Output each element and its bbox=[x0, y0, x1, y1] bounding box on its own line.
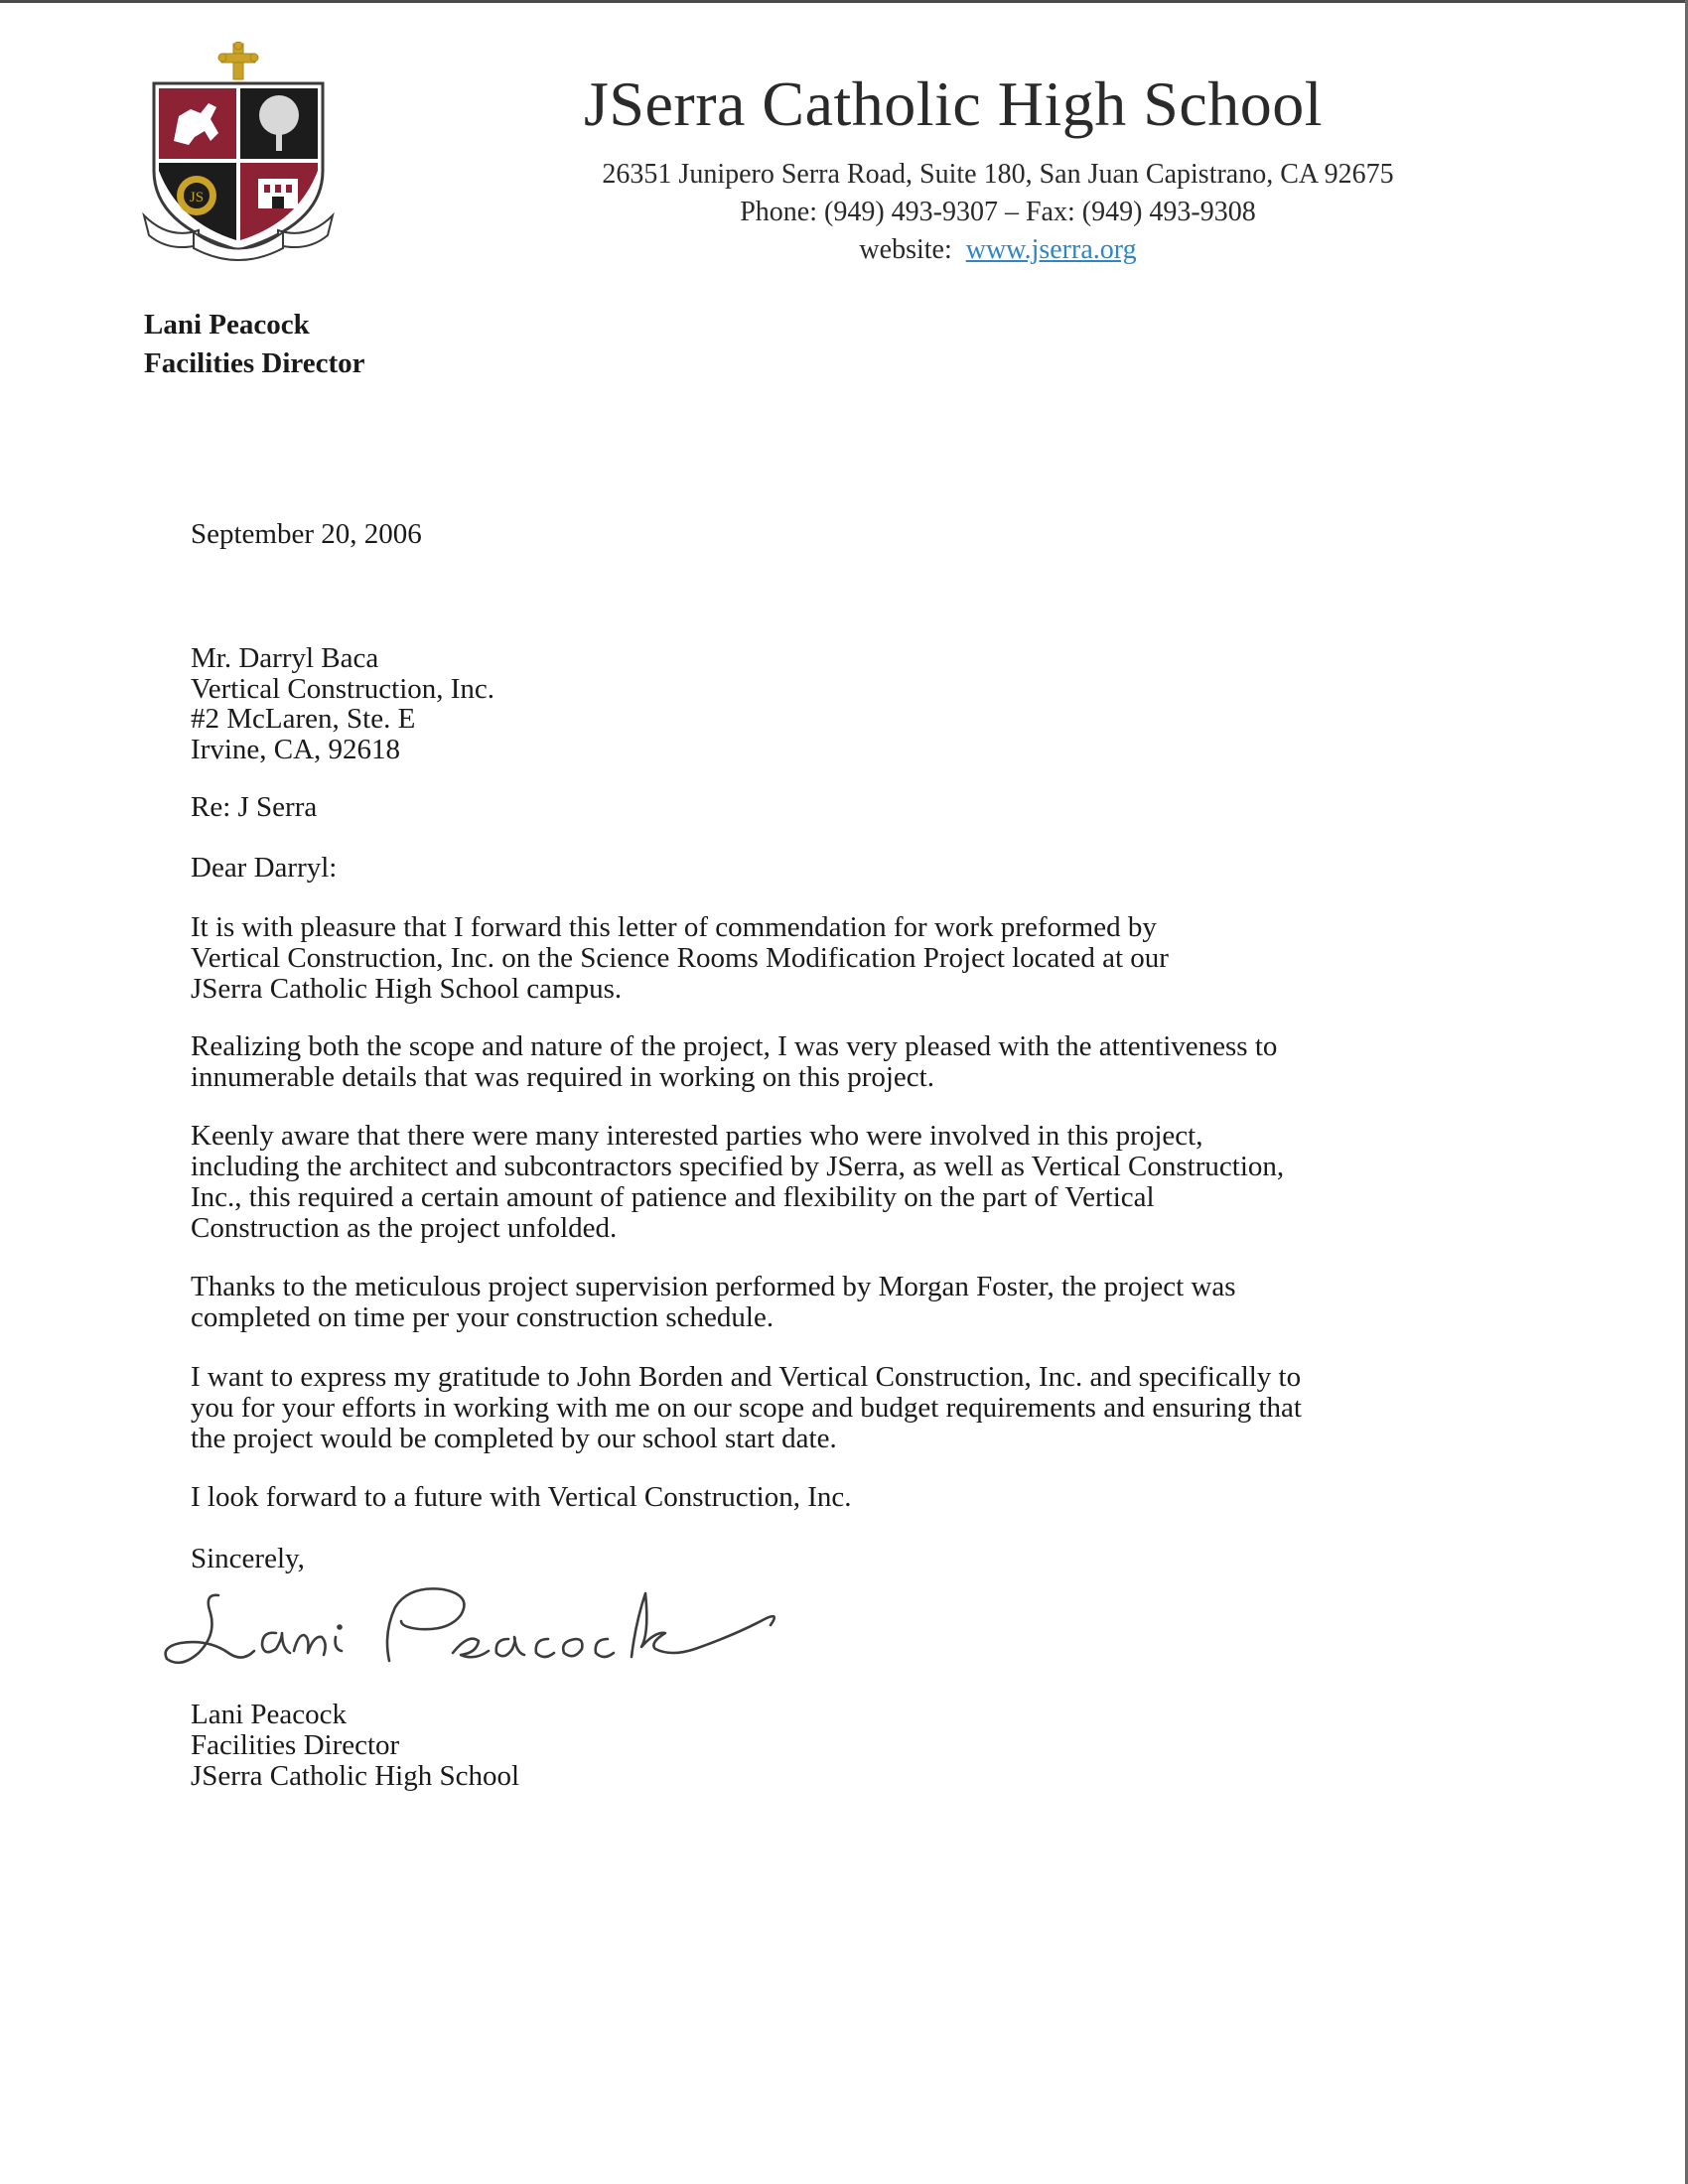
sender-name: Lani Peacock bbox=[144, 309, 310, 341]
signer-organization: JSerra Catholic High School bbox=[191, 1760, 520, 1792]
paragraph-line: Construction as the project unfolded. bbox=[191, 1212, 618, 1244]
scan-edge-top bbox=[0, 0, 1688, 3]
paragraph-line: It is with pleasure that I forward this letter of commendation for work preformed by bbox=[191, 911, 1157, 943]
paragraph-line: Vertical Construction, Inc. on the Science Rooms Modification Project located at our bbox=[191, 942, 1169, 974]
paragraph bbox=[191, 1121, 1284, 1244]
closing: Sincerely, bbox=[191, 1543, 305, 1574]
paragraph-line: completed on time per your construction schedule. bbox=[191, 1301, 774, 1333]
school-address: 26351 Junipero Serra Road, Suite 180, San Juan Capistrano, CA 92675 bbox=[602, 159, 1394, 190]
paragraph bbox=[191, 1482, 852, 1513]
paragraph-line: including the architect and subcontractors specified by JSerra, as well as Vertical Construction, bbox=[191, 1151, 1285, 1182]
paragraph-line: Keenly aware that there were many interested parties who were involved in this project, bbox=[191, 1120, 1203, 1152]
recipient-company: Vertical Construction, Inc. bbox=[191, 672, 495, 705]
paragraph-line: innumerable details that was required in working on this project. bbox=[191, 1061, 934, 1093]
school-website-line bbox=[0, 234, 1688, 266]
website-label: website: bbox=[859, 234, 952, 265]
paragraph bbox=[191, 1031, 1277, 1093]
paragraph-line: JSerra Catholic High School campus. bbox=[191, 973, 623, 1005]
sender-block bbox=[144, 306, 365, 383]
paragraph bbox=[191, 1272, 1236, 1333]
paragraph-line: Thanks to the meticulous project supervision performed by Morgan Foster, the project was bbox=[191, 1271, 1236, 1302]
sender-title: Facilities Director bbox=[144, 347, 365, 379]
signer-name: Lani Peacock bbox=[191, 1699, 348, 1730]
svg-text:JS: JS bbox=[189, 190, 205, 205]
paragraph bbox=[191, 912, 1169, 1005]
paragraph-line: I want to express my gratitude to John Borden and Vertical Construction, Inc. and specifically to bbox=[191, 1361, 1302, 1393]
recipient-city: Irvine, CA, 92618 bbox=[191, 733, 401, 765]
paragraph-line: Inc., this required a certain amount of patience and flexibility on the part of Vertical bbox=[191, 1181, 1155, 1213]
paragraph-line: I look forward to a future with Vertical Construction, Inc. bbox=[191, 1481, 852, 1513]
recipient-name: Mr. Darryl Baca bbox=[191, 642, 379, 674]
paragraph-line: you for your efforts in working with me on our scope and budget requirements and ensuring that bbox=[191, 1392, 1302, 1424]
re-line: Re: J Serra bbox=[191, 791, 318, 823]
handwritten-signature bbox=[159, 1573, 854, 1683]
school-phone-fax: Phone: (949) 493-9307 – Fax: (949) 493-9308 bbox=[740, 197, 1256, 227]
letter-date: September 20, 2006 bbox=[191, 518, 422, 550]
signer-title: Facilities Director bbox=[191, 1729, 400, 1761]
school-name: JSerra Catholic High School bbox=[583, 68, 1324, 139]
website-link[interactable]: www.jserra.org bbox=[965, 234, 1137, 265]
paragraph-line: the project would be completed by our school start date. bbox=[191, 1423, 837, 1454]
paragraph-line: Realizing both the scope and nature of the project, I was very pleased with the attentiveness to bbox=[191, 1030, 1278, 1062]
signature-block bbox=[191, 1700, 519, 1792]
recipient-address bbox=[191, 643, 494, 764]
recipient-street: #2 McLaren, Ste. E bbox=[191, 703, 416, 735]
salutation: Dear Darryl: bbox=[191, 852, 338, 884]
paragraph bbox=[191, 1362, 1302, 1454]
